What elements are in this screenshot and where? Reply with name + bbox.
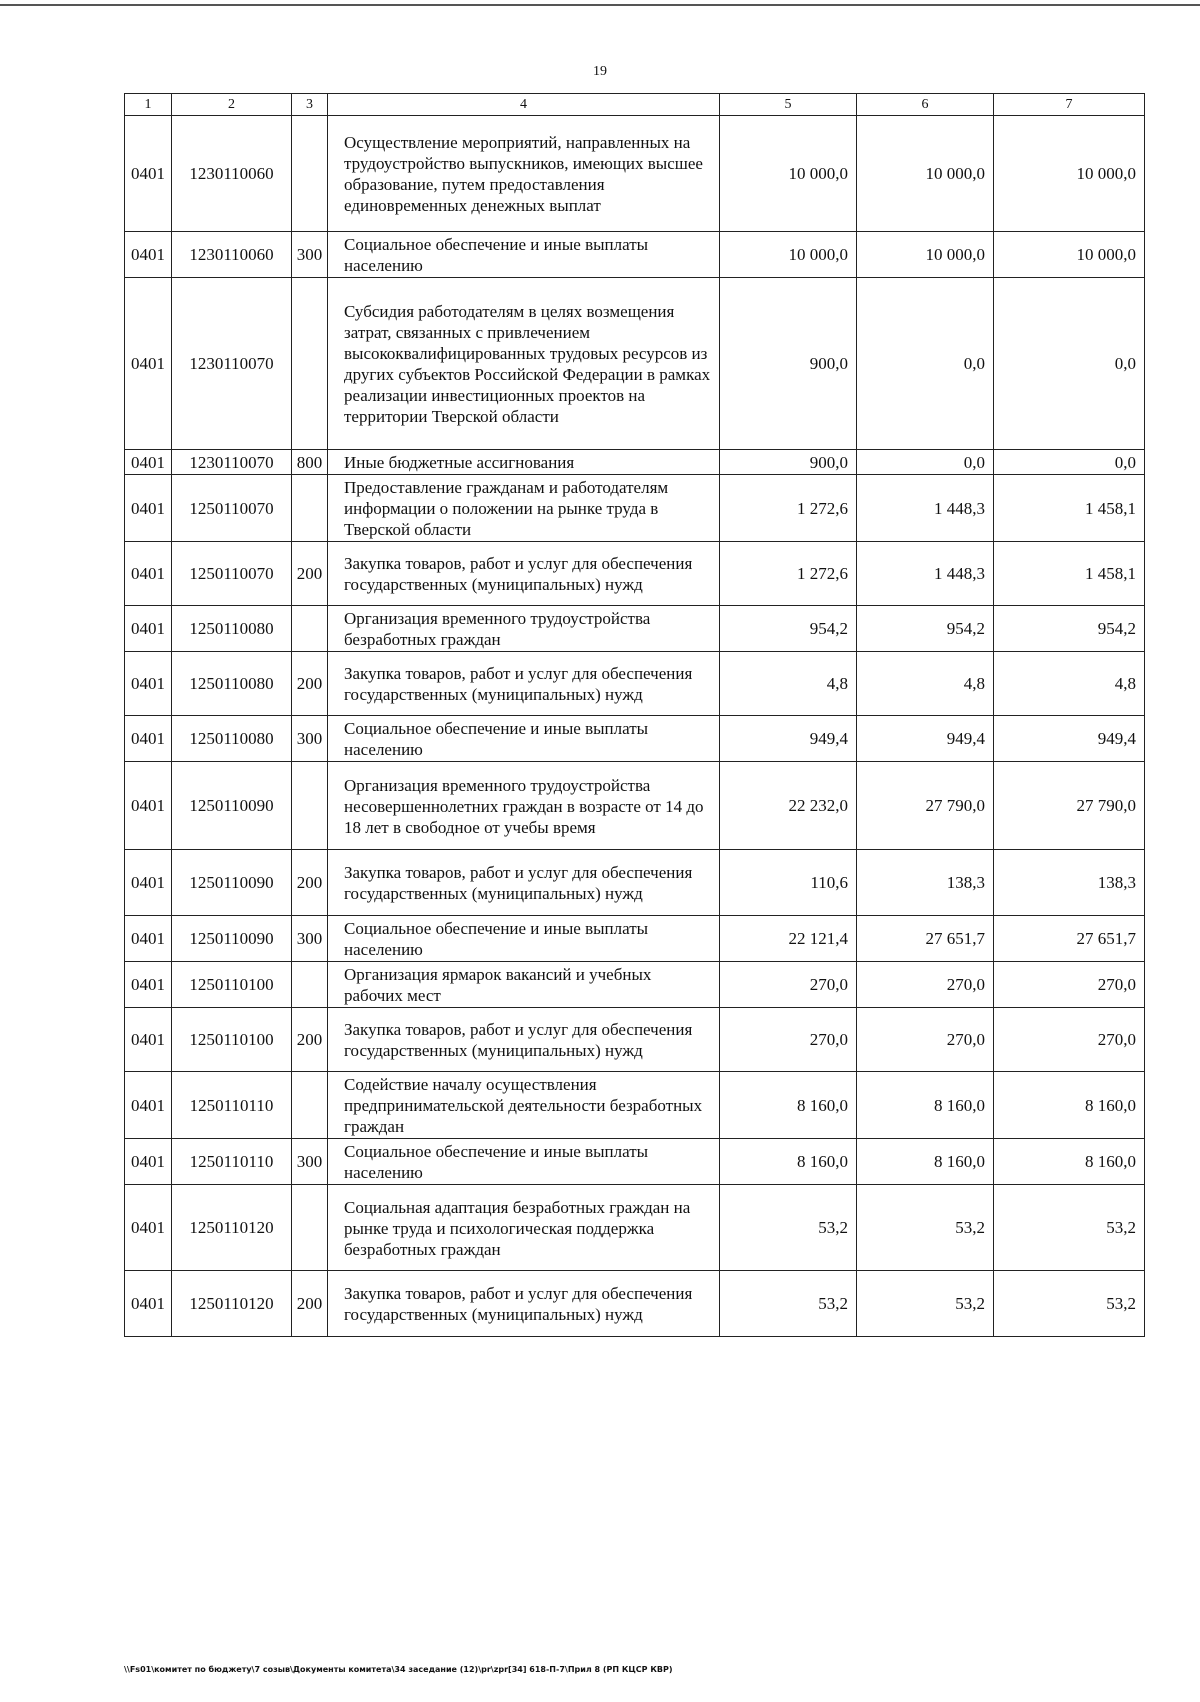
target-article-cell: 1250110080: [172, 606, 292, 652]
amount-col5-cell: 8 160,0: [720, 1072, 857, 1139]
amount-col7-cell: 0,0: [994, 450, 1145, 475]
amount-col5-cell: 270,0: [720, 962, 857, 1008]
table-row: [125, 278, 1145, 450]
expense-type-cell: 200: [292, 1271, 328, 1337]
amount-col5-cell: 10 000,0: [720, 232, 857, 278]
section-code-cell: 0401: [125, 762, 172, 850]
amount-col7-cell: 8 160,0: [994, 1139, 1145, 1185]
amount-col7-cell: 0,0: [994, 278, 1145, 450]
amount-col5-cell: 22 232,0: [720, 762, 857, 850]
table-row: [125, 116, 1145, 232]
amount-col7-cell: 1 458,1: [994, 542, 1145, 606]
table-row: [125, 450, 1145, 475]
item-name-cell: Организация временного трудоустройства безработных граждан: [328, 606, 720, 652]
target-article-cell: 1250110090: [172, 762, 292, 850]
item-name-cell: Социальное обеспечение и иные выплаты населению: [328, 1139, 720, 1185]
column-header: 6: [857, 94, 994, 116]
amount-col5-cell: 949,4: [720, 716, 857, 762]
amount-col5-cell: 1 272,6: [720, 542, 857, 606]
expense-type-cell: 800: [292, 450, 328, 475]
amount-col6-cell: 53,2: [857, 1185, 994, 1271]
item-name-cell: Закупка товаров, работ и услуг для обеспечения государственных (муниципальных) нужд: [328, 652, 720, 716]
section-code-cell: 0401: [125, 232, 172, 278]
top-rule: [0, 4, 1200, 6]
expense-type-cell: [292, 762, 328, 850]
amount-col6-cell: 8 160,0: [857, 1139, 994, 1185]
column-number-row: [125, 94, 1145, 116]
item-name-cell: Закупка товаров, работ и услуг для обеспечения государственных (муниципальных) нужд: [328, 850, 720, 916]
target-article-cell: 1250110070: [172, 542, 292, 606]
column-header: 2: [172, 94, 292, 116]
item-name-cell: Иные бюджетные ассигнования: [328, 450, 720, 475]
amount-col5-cell: 270,0: [720, 1008, 857, 1072]
amount-col6-cell: 949,4: [857, 716, 994, 762]
target-article-cell: 1250110120: [172, 1271, 292, 1337]
budget-table-container: [124, 93, 1144, 1337]
item-name-cell: Социальное обеспечение и иные выплаты населению: [328, 916, 720, 962]
page-number: 19: [593, 64, 607, 79]
amount-col5-cell: 10 000,0: [720, 116, 857, 232]
target-article-cell: 1250110110: [172, 1139, 292, 1185]
amount-col5-cell: 900,0: [720, 450, 857, 475]
expense-type-cell: [292, 116, 328, 232]
item-name-cell: Организация временного трудоустройства несовершеннолетних граждан в возрасте от 14 до 18 лет в свободное от учебы время: [328, 762, 720, 850]
section-code-cell: 0401: [125, 1185, 172, 1271]
item-name-cell: Социальная адаптация безработных граждан на рынке труда и психологическая поддержка безработных граждан: [328, 1185, 720, 1271]
amount-col6-cell: 0,0: [857, 450, 994, 475]
item-name-cell: Осуществление мероприятий, направленных на трудоустройство выпускников, имеющих высшее образование, путем предоставления единовременных денежных выплат: [328, 116, 720, 232]
amount-col7-cell: 949,4: [994, 716, 1145, 762]
expense-type-cell: 200: [292, 542, 328, 606]
section-code-cell: 0401: [125, 850, 172, 916]
target-article-cell: 1230110060: [172, 232, 292, 278]
amount-col7-cell: 27 651,7: [994, 916, 1145, 962]
section-code-cell: 0401: [125, 916, 172, 962]
table-row: [125, 850, 1145, 916]
column-header: 1: [125, 94, 172, 116]
expense-type-cell: [292, 278, 328, 450]
footer-file-path: \\Fs01\комитет по бюджету\7 созыв\Документы комитета\34 заседание (12)\pr\zpr[34] 618-П-7\Прил 8 (РП КЦСР КВР): [124, 1665, 673, 1674]
table-row: [125, 716, 1145, 762]
target-article-cell: 1250110110: [172, 1072, 292, 1139]
amount-col6-cell: 53,2: [857, 1271, 994, 1337]
amount-col6-cell: 270,0: [857, 962, 994, 1008]
amount-col7-cell: 4,8: [994, 652, 1145, 716]
amount-col6-cell: 138,3: [857, 850, 994, 916]
table-row: [125, 1072, 1145, 1139]
column-header: 3: [292, 94, 328, 116]
expense-type-cell: 300: [292, 232, 328, 278]
amount-col5-cell: 110,6: [720, 850, 857, 916]
amount-col6-cell: 270,0: [857, 1008, 994, 1072]
amount-col6-cell: 0,0: [857, 278, 994, 450]
amount-col6-cell: 1 448,3: [857, 475, 994, 542]
table-row: [125, 606, 1145, 652]
amount-col7-cell: 138,3: [994, 850, 1145, 916]
section-code-cell: 0401: [125, 1139, 172, 1185]
expense-type-cell: 300: [292, 916, 328, 962]
table-row: [125, 916, 1145, 962]
amount-col7-cell: 53,2: [994, 1271, 1145, 1337]
amount-col5-cell: 53,2: [720, 1185, 857, 1271]
section-code-cell: 0401: [125, 278, 172, 450]
section-code-cell: 0401: [125, 116, 172, 232]
section-code-cell: 0401: [125, 606, 172, 652]
target-article-cell: 1250110120: [172, 1185, 292, 1271]
item-name-cell: Социальное обеспечение и иные выплаты населению: [328, 716, 720, 762]
expense-type-cell: [292, 475, 328, 542]
target-article-cell: 1250110090: [172, 916, 292, 962]
table-row: [125, 542, 1145, 606]
amount-col6-cell: 4,8: [857, 652, 994, 716]
amount-col7-cell: 10 000,0: [994, 116, 1145, 232]
amount-col7-cell: 270,0: [994, 1008, 1145, 1072]
expense-type-cell: [292, 606, 328, 652]
amount-col5-cell: 22 121,4: [720, 916, 857, 962]
target-article-cell: 1250110070: [172, 475, 292, 542]
table-row: [125, 1185, 1145, 1271]
item-name-cell: Закупка товаров, работ и услуг для обеспечения государственных (муниципальных) нужд: [328, 1271, 720, 1337]
amount-col6-cell: 1 448,3: [857, 542, 994, 606]
budget-table: [124, 93, 1145, 1337]
amount-col5-cell: 1 272,6: [720, 475, 857, 542]
amount-col7-cell: 27 790,0: [994, 762, 1145, 850]
section-code-cell: 0401: [125, 450, 172, 475]
table-row: [125, 652, 1145, 716]
section-code-cell: 0401: [125, 962, 172, 1008]
table-row: [125, 962, 1145, 1008]
section-code-cell: 0401: [125, 716, 172, 762]
expense-type-cell: [292, 1185, 328, 1271]
column-header: 5: [720, 94, 857, 116]
table-row: [125, 1271, 1145, 1337]
expense-type-cell: [292, 1072, 328, 1139]
column-header: 7: [994, 94, 1145, 116]
target-article-cell: 1250110080: [172, 652, 292, 716]
amount-col6-cell: 27 651,7: [857, 916, 994, 962]
target-article-cell: 1250110100: [172, 1008, 292, 1072]
target-article-cell: 1250110080: [172, 716, 292, 762]
target-article-cell: 1230110070: [172, 450, 292, 475]
item-name-cell: Субсидия работодателям в целях возмещения затрат, связанных с привлечением высококвалифицированных трудовых ресурсов из других субъектов Российской Федерации в рамках реализации инвестиционных проектов на территории Тверской области: [328, 278, 720, 450]
table-row: [125, 232, 1145, 278]
amount-col6-cell: 8 160,0: [857, 1072, 994, 1139]
section-code-cell: 0401: [125, 475, 172, 542]
amount-col5-cell: 4,8: [720, 652, 857, 716]
amount-col7-cell: 10 000,0: [994, 232, 1145, 278]
target-article-cell: 1250110090: [172, 850, 292, 916]
expense-type-cell: 200: [292, 1008, 328, 1072]
target-article-cell: 1250110100: [172, 962, 292, 1008]
amount-col7-cell: 954,2: [994, 606, 1145, 652]
expense-type-cell: 200: [292, 652, 328, 716]
target-article-cell: 1230110070: [172, 278, 292, 450]
section-code-cell: 0401: [125, 1008, 172, 1072]
expense-type-cell: 300: [292, 1139, 328, 1185]
amount-col6-cell: 10 000,0: [857, 232, 994, 278]
section-code-cell: 0401: [125, 542, 172, 606]
amount-col5-cell: 900,0: [720, 278, 857, 450]
amount-col7-cell: 53,2: [994, 1185, 1145, 1271]
table-row: [125, 762, 1145, 850]
item-name-cell: Содействие началу осуществления предпринимательской деятельности безработных граждан: [328, 1072, 720, 1139]
table-row: [125, 1008, 1145, 1072]
amount-col5-cell: 8 160,0: [720, 1139, 857, 1185]
amount-col7-cell: 270,0: [994, 962, 1145, 1008]
section-code-cell: 0401: [125, 652, 172, 716]
section-code-cell: 0401: [125, 1271, 172, 1337]
section-code-cell: 0401: [125, 1072, 172, 1139]
item-name-cell: Закупка товаров, работ и услуг для обеспечения государственных (муниципальных) нужд: [328, 1008, 720, 1072]
item-name-cell: Предоставление гражданам и работодателям информации о положении на рынке труда в Тверской области: [328, 475, 720, 542]
amount-col7-cell: 1 458,1: [994, 475, 1145, 542]
expense-type-cell: 300: [292, 716, 328, 762]
table-row: [125, 475, 1145, 542]
amount-col5-cell: 954,2: [720, 606, 857, 652]
amount-col5-cell: 53,2: [720, 1271, 857, 1337]
item-name-cell: Закупка товаров, работ и услуг для обеспечения государственных (муниципальных) нужд: [328, 542, 720, 606]
table-row: [125, 1139, 1145, 1185]
expense-type-cell: 200: [292, 850, 328, 916]
target-article-cell: 1230110060: [172, 116, 292, 232]
column-header: 4: [328, 94, 720, 116]
amount-col6-cell: 27 790,0: [857, 762, 994, 850]
item-name-cell: Социальное обеспечение и иные выплаты населению: [328, 232, 720, 278]
expense-type-cell: [292, 962, 328, 1008]
amount-col6-cell: 954,2: [857, 606, 994, 652]
amount-col7-cell: 8 160,0: [994, 1072, 1145, 1139]
item-name-cell: Организация ярмарок вакансий и учебных рабочих мест: [328, 962, 720, 1008]
amount-col6-cell: 10 000,0: [857, 116, 994, 232]
